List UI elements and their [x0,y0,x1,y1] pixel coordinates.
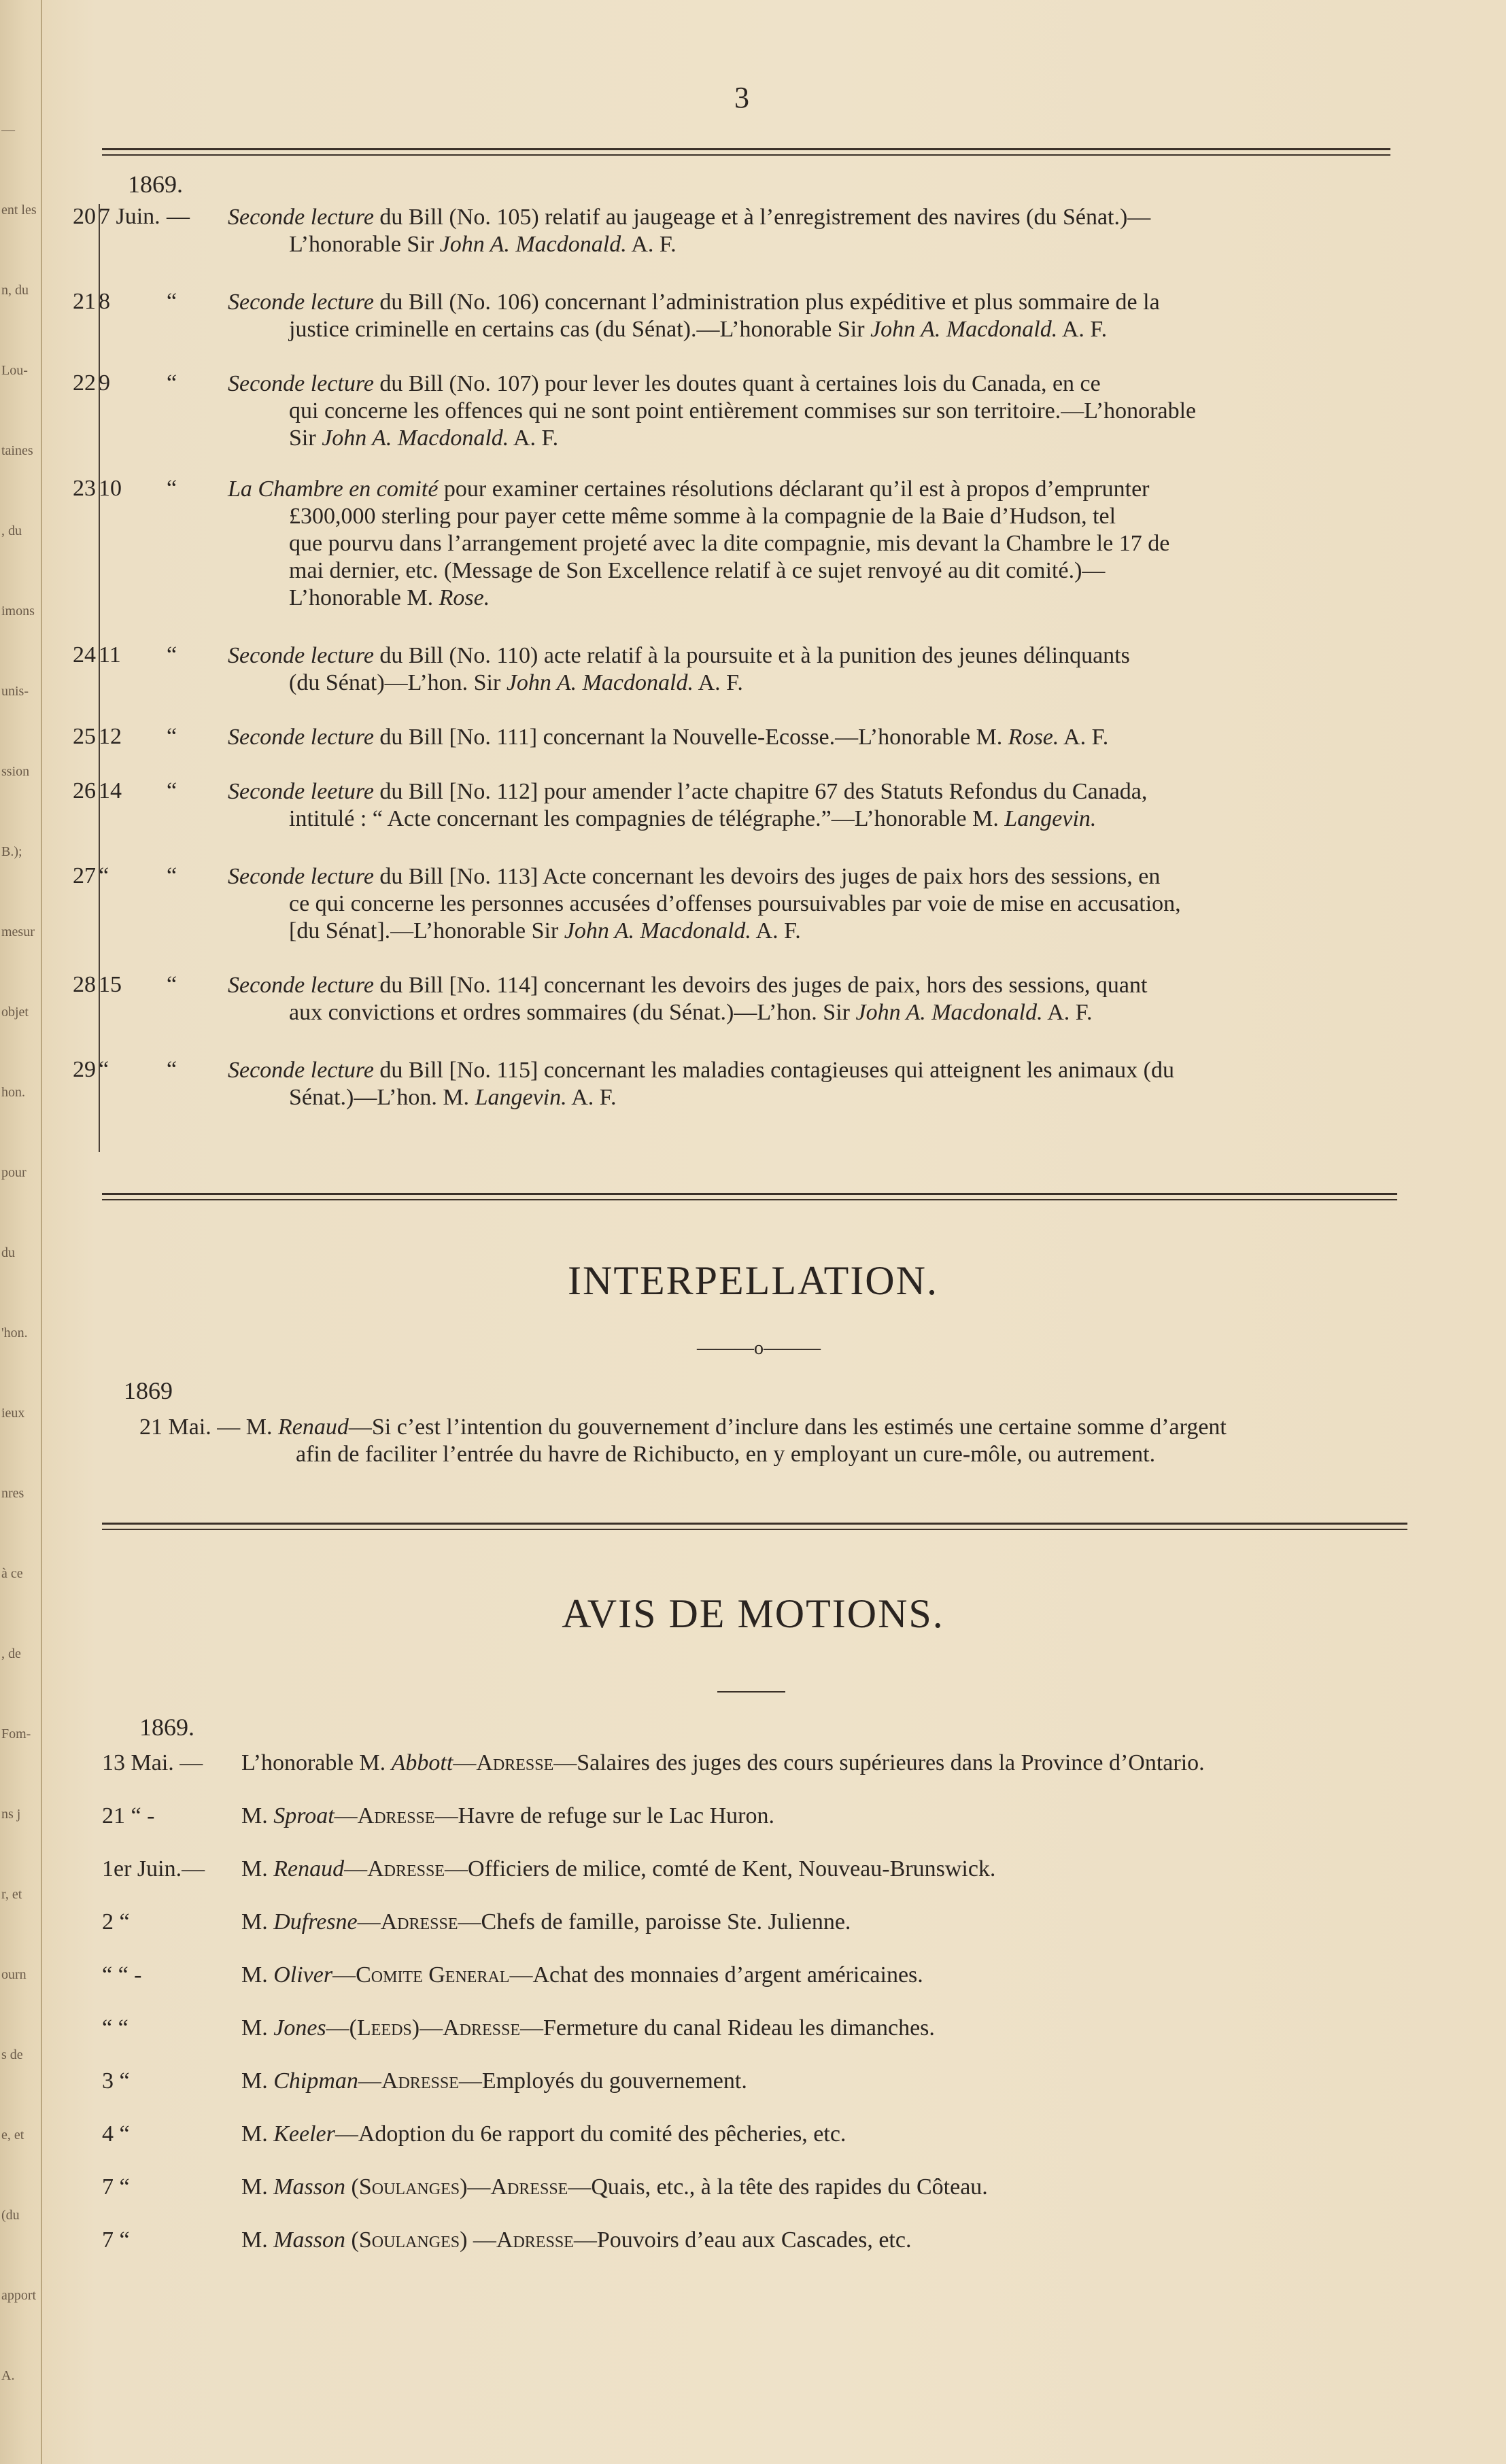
order-entry [65,370,1407,451]
motion-item [102,2227,1428,2259]
margin-fragment: hon. [1,1085,25,1100]
entry-title: Seconde lecture [228,725,374,750]
entry-continuation: £300,000 sterling pour payer cette même somme à la compagnie de la Baie d’Hudson, tel [289,504,1116,529]
motion-item [102,2121,1428,2153]
motion-item [102,1803,1428,1835]
motion-item [102,1909,1428,1941]
order-entry [65,778,1407,853]
motion-member-name: Oliver [273,1962,333,1988]
top-rule [102,148,1390,156]
entry-body: du Bill [No. 114] concernant les devoirs des juges de paix, hors des sessions, quant [373,973,1148,998]
entry-date: 15 [99,972,122,997]
entry-number: 29 [73,1057,96,1082]
motion-member-name: Keeler [273,2121,335,2147]
order-entry [65,1057,1407,1132]
entry-number: 22 [73,370,96,396]
margin-fragment: mesur [1,924,35,939]
entry-member-name: Rose. [1008,725,1059,750]
motion-subject: Pouvoirs d’eau aux Cascades, etc. [596,2227,912,2253]
interpellation-date: 21 Mai. [139,1415,211,1440]
order-entry [65,972,1407,1047]
entry-continuation [228,316,1404,343]
entry-continuation [228,670,1404,697]
motion-member-name: Chipman [273,2068,358,2094]
entry-text [228,1057,1404,1111]
entry-line [228,973,1147,998]
motion-item [102,1856,1428,1888]
margin-fragment: n, du [1,283,29,298]
entry-ditto: “ [167,370,177,396]
motions-year: 1869. [139,1714,194,1741]
motion-text [241,2068,747,2094]
entry-continuation [228,585,1404,612]
motion-text [241,1750,1205,1776]
entry-title: Seconde leeture [228,779,374,804]
motion-member: M. [241,1803,274,1828]
margin-fragment: — [1,122,15,137]
entry-continuation-text: justice criminelle en certains cas (du Sénat).—L’honorable Sir [289,317,871,342]
motion-date: 2 “ [102,1909,130,1934]
motion-member-name: Abbott [391,1750,453,1775]
entry-member-name: John A. Macdonald. [855,1000,1043,1025]
entry-continuation-text: Sénat.)—L’hon. M. [289,1085,475,1110]
entry-number: 24 [73,642,96,667]
entry-member-name: John A. Macdonald. [870,317,1058,342]
motion-type: —Adresse— [357,1909,481,1934]
motion-member: M. [241,1856,274,1881]
entry-continuation [228,1084,1404,1111]
margin-fragment: apport [1,2288,37,2303]
entry-title: Seconde lecture [228,973,374,998]
entry-title: Seconde lecture [228,290,374,315]
entry-continuation-text: Sir [289,426,322,451]
motion-type: —Comite General— [332,1962,533,1988]
entry-continuation [228,231,1404,258]
entry-continuation [228,425,1404,452]
page-number: 3 [734,81,749,114]
margin-fragment: ent les [1,203,37,218]
margin-fragment: ns j [1,1807,21,1822]
entry-number: 21 [73,289,96,314]
motion-item [102,1750,1428,1782]
entry-ditto: “ [167,972,177,997]
interpellation-line2: afin de faciliter l’entrée du havre de Richibucto, en y employant un cure-môle, ou autrement. [296,1442,1156,1467]
entry-member-name: John A. Macdonald. [322,426,509,451]
entry-title: Seconde lecture [228,643,374,668]
entry-date: 12 [99,724,122,749]
motion-member-name: Dufresne [273,1909,358,1934]
entry-ref: A. F. [566,1085,617,1110]
entry-member-name: Langevin. [475,1085,567,1110]
entry-ditto: — [167,204,190,229]
entry-member-name: John A. Macdonald. [506,670,694,695]
interpellation-dash: — [217,1415,241,1440]
interpellation-year: 1869 [124,1377,173,1404]
motion-date: 21 “ - [102,1803,155,1828]
margin-fragment: (du [1,2208,20,2223]
motion-member-name: Sproat [273,1803,335,1828]
entry-body: du Bill [No. 113] Acte concernant les devoirs des juges de paix hors des sessions, en [373,864,1161,889]
entry-text [228,642,1404,697]
entry-ref: A. F. [751,918,801,943]
motion-date: 13 Mai. — [102,1750,203,1775]
section1-year: 1869. [128,171,183,198]
motion-member: M. [241,2174,274,2200]
motion-type: — [335,2121,358,2147]
interpellation-ornament: ———o——— [697,1338,821,1359]
margin-fragment: imons [1,604,35,619]
mid-rule-2 [102,1523,1407,1530]
entry-date: 14 [99,778,122,803]
motion-subject: Fermeture du canal Rideau les dimanches. [543,2015,935,2041]
motions-ornament-rule [717,1691,785,1693]
motion-item [102,1962,1428,1994]
entry-title: Seconde lecture [228,371,374,396]
entry-text [228,476,1404,612]
motion-type: —Adresse— [453,1750,577,1775]
interpellation-line1: —Si c’est l’intention du gouvernement d’inclure dans les estimés une certaine somme d’argent [348,1415,1227,1440]
motion-type: —(Leeds)—Adresse— [326,2015,543,2041]
motion-member: M. [241,2121,274,2147]
margin-fragment: , du [1,523,22,538]
entry-member-name: John A. Macdonald. [564,918,751,943]
order-entry [65,476,1407,610]
entry-continuation: que pourvu dans l’arrangement projeté avec la dite compagnie, mis devant la Chambre le 17 de [289,531,1170,556]
margin-fragment: A. [1,2368,15,2383]
entry-continuation-text: aux convictions et ordres sommaires (du Sénat.)—L’hon. Sir [289,1000,856,1025]
entry-text [228,863,1404,945]
motion-date: 4 “ [102,2121,130,2147]
motion-date: “ “ [102,2015,129,2041]
entry-line [228,1058,1174,1083]
motion-member-name: Masson [273,2227,346,2253]
motion-type: —Adresse— [344,1856,468,1881]
motion-item [102,2068,1428,2100]
motion-member-name: Masson [273,2174,346,2200]
margin-fragment: , de [1,1646,21,1661]
margin-fragment: r, et [1,1887,22,1902]
mid-rule-1 [102,1193,1397,1200]
entry-ref: A. F. [1059,725,1109,750]
entry-number: 28 [73,972,96,997]
interpellation-heading: INTERPELLATION. [568,1258,938,1303]
entry-continuation [228,398,1404,425]
entry-continuation-text: L’honorable Sir [289,232,440,257]
motion-type: —Adresse— [358,2068,482,2094]
motion-member: M. [241,2068,274,2094]
entry-ref: A. F. [1042,1000,1093,1025]
motion-member-name: Jones [273,2015,326,2041]
entry-ditto: “ [167,778,177,803]
entry-ref: A. F. [509,426,559,451]
motion-type: (Soulanges) —Adresse— [345,2227,597,2253]
order-entry [65,642,1407,717]
margin-fragment: nres [1,1486,24,1501]
entry-continuation-text: intitulé : “ Acte concernant les compagnies de télégraphe.”—L’honorable M. [289,806,1005,831]
entry-date: 7 Juin. [99,204,160,229]
entry-ref: A. F. [1057,317,1108,342]
entry-ditto: “ [167,642,177,667]
entry-title: Seconde lecture [228,1058,374,1083]
interpellation-entry [139,1414,1411,1468]
motion-text [241,2174,988,2200]
entry-continuation-text: L’honorable M. [289,585,439,610]
margin-fragment: Fom- [1,1726,31,1741]
motion-text [241,1856,995,1882]
entry-line [228,205,1150,230]
motion-text [241,1962,923,1988]
margin-fragment: s de [1,2047,23,2062]
motion-subject: Achat des monnaies d’argent américaines. [532,1962,923,1988]
entry-ditto: “ [167,724,177,749]
entry-line [228,476,1150,502]
order-entry [65,204,1407,279]
entry-date: “ [99,863,109,888]
entry-ref: A. F. [626,232,677,257]
order-entry [65,863,1407,943]
entry-date: “ [99,1057,109,1082]
entry-ref: A. F. [693,670,743,695]
entry-text [228,778,1404,833]
entry-body: du Bill (No. 107) pour lever les doutes quant à certaines lois du Canada, en ce [373,371,1101,396]
entry-continuation [228,918,1404,945]
entry-line [228,725,1108,750]
entry-body: du Bill [No. 111] concernant la Nouvelle-Ecosse.—L’honorable M. [373,725,1008,750]
margin-fragment: objet [1,1005,29,1020]
entry-continuation: mai dernier, etc. (Message de Son Excellence relatif à ce sujet renvoyé au dit comité.)— [289,558,1106,583]
entry-body: pour examiner certaines résolutions déclarant qu’il est à propos d’emprunter [438,476,1150,502]
motion-date: 7 “ [102,2174,130,2200]
entry-title: Seconde lecture [228,205,374,230]
interpellation-member: M. [245,1415,279,1440]
margin-strip [0,0,42,2464]
motion-text [241,2015,935,2041]
entry-text [228,972,1404,1026]
entry-number: 20 [73,204,96,229]
motion-member: M. [241,2227,274,2253]
entry-text [228,204,1404,258]
motion-date: “ “ - [102,1962,142,1988]
motion-text [241,1909,851,1935]
entry-line [228,643,1130,668]
motion-text [241,2227,911,2253]
entry-number: 26 [73,778,96,803]
entry-ditto: “ [167,289,177,314]
entry-body: du Bill (No. 106) concernant l’administration plus expéditive et plus sommaire de la [373,290,1160,315]
entry-ditto: “ [167,863,177,888]
motion-member: M. [241,1962,274,1988]
motion-date: 3 “ [102,2068,130,2094]
entry-body: du Bill (No. 110) acte relatif à la poursuite et à la punition des jeunes délinquants [373,643,1130,668]
margin-fragment: B.); [1,844,22,859]
entry-date: 9 [99,370,110,396]
margin-fragment: taines [1,443,33,458]
entry-date: 10 [99,476,122,501]
motion-subject: Chefs de famille, paroisse Ste. Julienne. [481,1909,851,1934]
entry-continuation [228,999,1404,1026]
margin-fragment: à ce [1,1566,23,1581]
motion-subject: Quais, etc., à la tête des rapides du Côteau. [591,2174,988,2200]
entry-body: du Bill [No. 115] concernant les maladies contagieuses qui atteignent les animaux (du [373,1058,1175,1083]
entry-line [228,864,1160,889]
margin-fragment: unis- [1,684,29,699]
entry-ditto: “ [167,1057,177,1082]
motion-subject: Adoption du 6e rapport du comité des pêcheries, etc. [358,2121,846,2147]
motion-subject: Salaires des juges des cours supérieures dans la Province d’Ontario. [577,1750,1205,1775]
motion-member: M. [241,1909,274,1934]
entry-date: 11 [99,642,121,667]
entry-ditto: “ [167,476,177,501]
motion-subject: Havre de refuge sur le Lac Huron. [458,1803,774,1828]
motion-text [241,2121,846,2147]
entry-member-name: John A. Macdonald. [439,232,627,257]
margin-fragment: e, et [1,2128,24,2142]
entry-number: 25 [73,724,96,749]
motion-type: —Adresse— [334,1803,458,1828]
motion-subject: Employés du gouvernement. [481,2068,747,2094]
entry-text [228,724,1404,751]
entry-line [228,779,1147,804]
motion-member: L’honorable M. [241,1750,392,1775]
motion-member-name: Renaud [273,1856,345,1881]
entry-body: du Bill (No. 105) relatif au jaugeage et à l’enregistrement des navires (du Sénat.)— [373,205,1151,230]
margin-fragment: du [1,1245,15,1260]
interpellation-member-name: Renaud [278,1415,349,1440]
entry-line [228,371,1101,396]
margin-fragment: pour [1,1165,27,1180]
margin-fragment: ssion [1,764,30,779]
entry-title: Seconde lecture [228,864,374,889]
margin-fragment: ourn [1,1967,27,1982]
entry-continuation-text: [du Sénat].—L’honorable Sir [289,918,564,943]
entry-text [228,370,1404,452]
margin-fragment: 'hon. [1,1325,28,1340]
entry-continuation-text: (du Sénat)—L’hon. Sir [289,670,507,695]
margin-fragment: Lou- [1,363,28,378]
motion-member: M. [241,2015,274,2041]
entry-member-name: Langevin. [1004,806,1097,831]
entry-number: 23 [73,476,96,501]
entry-line [228,290,1160,315]
entry-date: 8 [99,289,110,314]
entry-title: La Chambre en comité [228,476,439,502]
entry-continuation [228,805,1404,833]
entry-number: 27 [73,863,96,888]
motion-subject: Officiers de milice, comté de Kent, Nouveau-Brunswick. [468,1856,996,1881]
margin-fragment: ieux [1,1406,25,1421]
entry-member-name: Rose. [439,585,490,610]
entry-text [228,289,1404,343]
entry-body: du Bill [No. 112] pour amender l’acte chapitre 67 des Statuts Refondus du Canada, [373,779,1148,804]
order-entry [65,289,1407,364]
motions-heading: AVIS DE MOTIONS. [562,1591,944,1636]
entry-continuation: ce qui concerne les personnes accusées d’offenses poursuivables par voie de mise en accusation, [289,891,1181,916]
motion-date: 7 “ [102,2227,130,2253]
motion-type: (Soulanges)—Adresse— [345,2174,592,2200]
motion-date: 1er Juin.— [102,1856,205,1881]
entry-continuation-text: qui concerne les offences qui ne sont point entièrement commises sur son territoire.—L’honorable [289,398,1197,423]
motion-text [241,1803,774,1829]
motion-item [102,2015,1428,2047]
motion-item [102,2174,1428,2206]
